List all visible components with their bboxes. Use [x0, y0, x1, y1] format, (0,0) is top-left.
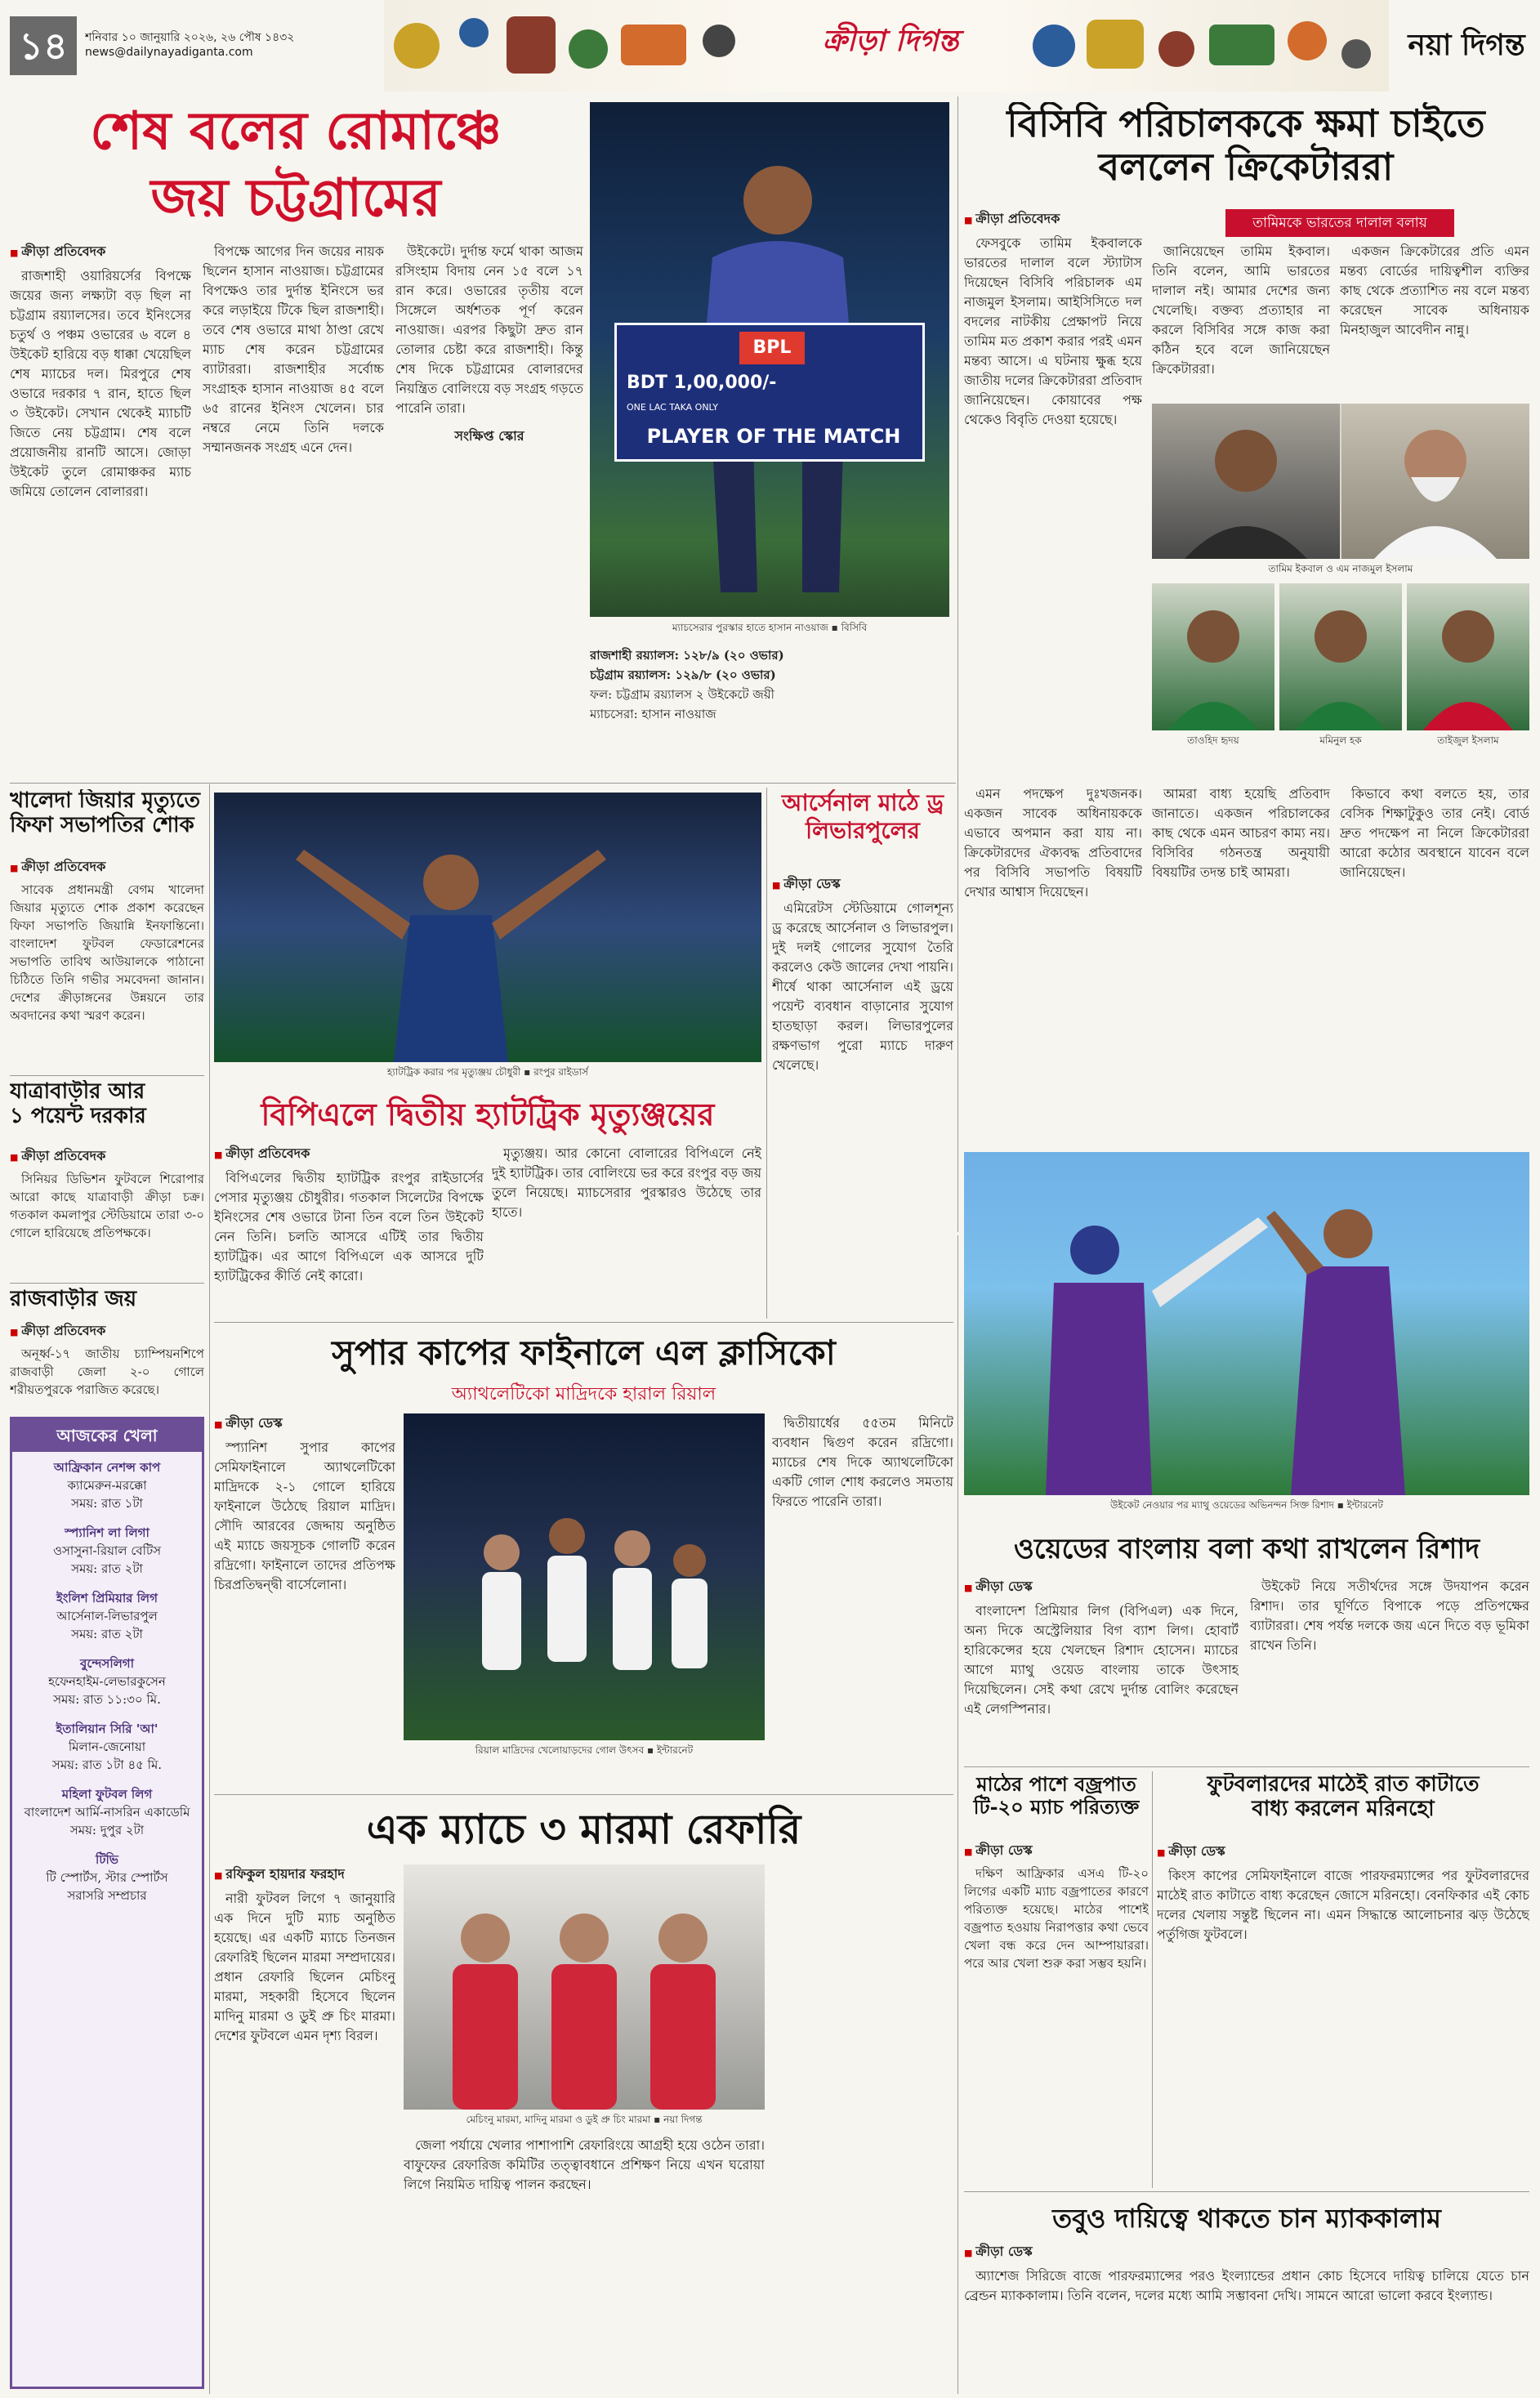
bcb-lower-text-1: এমন পদক্ষেপ দুঃখজনক। একজন সাবেক অধিনায়ককে এভাবে অপমান করা যায় না। ক্রিকেটারদের ঐক্যবদ্ধ প্রতিবাদের পর বিসিবি সভাপতি বিষয়টি দেখার আশ্বাস দিয়েছেন।: [964, 786, 1142, 900]
today-game-time: সময়: রাত ২টা: [71, 1627, 143, 1641]
khaleda-text: সাবেক প্রধানমন্ত্রী বেগম খালেদা জিয়ার মৃত্যুতে শোক প্রকাশ করেছেন ফিফা সভাপতি জিয়ান্নি ইনফান্তিনো। বাংলাদেশ ফুটবল ফেডারেশনের সভাপতি তাবিথ আউয়ালকে পাঠানো চিঠিতে তিনি গভীর সমবেদনা জানান। দেশের ক্রীড়াঙ্গনের উন্নয়নে তার অবদানের কথা স্মরণ করেন।: [10, 882, 204, 1023]
rajbari-text: অনূর্ধ্ব-১৭ জাতীয় চ্যাম্পিয়নশিপে রাজবাড়ী জেলা ২-০ গোলে শরীয়তপুরকে পরাজিত করেছে।: [10, 1346, 204, 1397]
hattrick-col-2: [492, 1144, 761, 1315]
lead-text-2: বিপক্ষে আগের দিন জয়ের নায়ক ছিলেন হাসান নাওয়াজ। চট্টগ্রামের বিপক্ষেও তার দুর্দান্ত ইনিংসে ভর করে লড়াইয়ে টিকে ছিল রাজশাহী। তবে শেষ ওভারে মাথা ঠাণ্ডা রেখে ম্যাচ শেষ করেন চট্টগ্রামের ব্যাটাররা। রাজশাহীর সর্বোচ্চ সংগ্রাহক হাসান নাওয়াজ ৪৫ বলে ৬৫ রানের ইনিংস খেলেন। চার নম্বরে নেমে তিনি দলকে সম্মানজনক সংগ্রহ এনে দেন।: [203, 243, 384, 455]
bcb-col-2: [1152, 242, 1330, 397]
lightning-headline-line-2: টি-২০ ম্যাচ পরিত্যক্ত: [973, 1794, 1140, 1819]
supercup-caption-text: রিয়াল মাদ্রিদের খেলোয়াড়দের গোল উৎসব: [475, 1744, 645, 1756]
byline: ■ রফিকুল হায়দার ফরহাদ: [214, 1864, 395, 1886]
board-title: PLAYER OF THE MATCH: [646, 425, 901, 448]
hattrick-caption-text: হ্যাটট্রিক করার পর মৃত্যুঞ্জয় চৌধুরী: [387, 1066, 521, 1078]
bcb-headline-line-1: বিসিবি পরিচালককে ক্ষমা চাইতে: [1007, 102, 1485, 145]
today-game-match: ওসাসুনা-রিয়াল বেটিস: [52, 1543, 162, 1558]
jatrabari-headline-line-1: যাত্রাবাড়ীর আর: [10, 1080, 145, 1104]
supercup-text-1: স্প্যানিশ সুপার কাপের সেমিফাইনালে অ্যাথলেটিকো মাদ্রিদকে ২-১ গোলে হারিয়ে ফাইনালে উঠেছে রিয়াল মাদ্রিদ। সৌদি আরবের জেদ্দায় অনুষ্ঠিত এই ম্যাচে জয়সূচক গোলটি করেন রদ্রিগো। ফাইনালে তাদের প্রতিপক্ষ চিরপ্রতিদ্বন্দ্বী বার্সেলোনা।: [214, 1440, 395, 1592]
referee-col-2: [404, 2136, 765, 2389]
rishad-col-1: [964, 1577, 1239, 1765]
today-game-competition: ইতালিয়ান সিরি 'আ': [56, 1721, 158, 1736]
today-games-box: [10, 1417, 204, 2389]
today-games-title: আজকের খেলা: [12, 1419, 202, 1452]
khaleda-headline-line-2: ফিফা সভাপতির শোক: [10, 812, 194, 837]
mourinho-headline-line-1: ফুটবলারদের মাঠেই রাত কাটাতে: [1207, 1773, 1480, 1797]
lead-photo: [590, 102, 949, 617]
today-game-match: হফেনহাইম-লেভারকুসেন: [48, 1674, 166, 1689]
lightning-headline: [964, 1773, 1149, 1838]
byline: ■ ক্রীড়া ডেস্ক: [772, 874, 953, 895]
byline: ■ ক্রীড়া ডেস্ক: [964, 2242, 1529, 2263]
referee-col-1: [214, 1864, 395, 2387]
bcb-lower-text-2: আমরা বাধ্য হয়েছি প্রতিবাদ জানাতে। একজন পরিচালকের কাছ থেকে এমন আচরণ কাম্য নয়। বিসিবির গঠনতন্ত্র অনুযায়ী বিষয়টির তদন্ত চাই আমরা।: [1152, 786, 1330, 880]
bcb-col-1: [964, 209, 1142, 781]
three-referees-icon: [404, 1864, 765, 2110]
referee-text-1: নারী ফুটবল লিগে ৭ জানুয়ারি এক দিনে দুটি ম্যাচ অনুষ্ঠিত হয়েছে। এর একটি ম্যাচে তিনজন রেফারিই ছিলেন মারমা সম্প্রদায়ের। প্রধান রেফারি ছিলেন মেচিংনু মারমা, সহকারী হিসেবে ছিলেন মাদিনু মারমা ও ডুই প্রু চিং মারমা। দেশের ফুটবলে এমন দৃশ্য বিরল।: [214, 1891, 395, 2043]
lead-caption-credit: বিসিবি: [841, 622, 868, 633]
lead-photo-caption: ম্যাচসেরার পুরস্কার হাতে হাসান নাওয়াজ ▪ বিসিবি: [672, 622, 868, 633]
hattrick-col-1: [214, 1144, 484, 1315]
today-game-competition: ইংলিশ প্রিমিয়ার লিগ: [56, 1591, 158, 1605]
supercup-photo: [404, 1413, 765, 1740]
bpl-logo: BPL: [739, 332, 805, 364]
rishad-photo: [964, 1152, 1529, 1495]
masthead-email[interactable]: news@dailynayadiganta.com: [85, 46, 253, 59]
bcb-photo-caption: তামিম ইকবাল ও এম নাজমুল ইসলাম: [1268, 563, 1413, 574]
byline: ■ ক্রীড়া প্রতিবেদক: [964, 209, 1142, 230]
byline: ■ ক্রীড়া প্রতিবেদক: [10, 242, 191, 263]
today-game-item: [20, 1720, 194, 1774]
score-chattogram: চট্টগ্রাম রয়্যালস: ১২৯/৮ (২০ ওভার): [590, 668, 776, 682]
hattrick-caption: হ্যাটট্রিক করার পর মৃত্যুঞ্জয় চৌধুরী ▪ রংপুর রাইডার্স: [387, 1066, 588, 1078]
today-games-list: [12, 1452, 202, 1922]
byline: ■ ক্রীড়া ডেস্ক: [964, 1577, 1239, 1598]
byline: ■ ক্রীড়া প্রতিবেদক: [10, 1147, 204, 1167]
rajbari-headline: রাজবাড়ীর জয়: [10, 1288, 137, 1311]
today-game-item: [20, 1458, 194, 1512]
today-game-match: আর্সেনাল-লিভারপুল: [56, 1609, 158, 1623]
arsenal-headline-line-1: আর্সেনাল মাঠে ড্র: [781, 789, 944, 816]
today-game-match: মিলান-জেনোয়া: [68, 1739, 146, 1754]
mourinho-body: [1157, 1842, 1529, 2185]
referee-text-2: জেলা পর্যায়ে খেলার পাশাপাশি রেফারিংয়ে আগ্রহী হয়ে ওঠেন তারা। বাফুফের রেফারিজ কমিটির তত্ত্বাবধানে প্রশিক্ষণ নিয়ে এখন ঘরোয়া লিগে নিয়মিত দায়িত্ব পালন করছেন।: [404, 2137, 765, 2192]
score-motm: ম্যাচসেরা: হাসান নাওয়াজ: [590, 707, 716, 721]
mccullum-headline: তবুও দায়িত্বে থাকতে চান ম্যাককালাম: [1052, 2203, 1441, 2234]
today-game-competition: মহিলা ফুটবল লিগ: [61, 1787, 153, 1802]
rishad-col-2: [1250, 1577, 1529, 1765]
today-game-competition: টিভি: [96, 1852, 118, 1867]
mccullum-text: অ্যাশেজ সিরিজে বাজে পারফরম্যান্সের পরও ইংল্যান্ডের প্রধান কোচ হিসেবে দায়িত্ব চালিয়ে যেতে চান ব্রেন্ডন ম্যাককালাম। তিনি বলেন, দলের মধ্যে আমি সম্ভাবনা দেখি। সামনে আরো ভালো করবে ইংল্যান্ড।: [964, 2268, 1529, 2303]
bcb-tag: তামিমকে ভারতের দালাল বলায়: [1225, 209, 1454, 237]
rishad-caption: উইকেট নেওয়ার পর ম্যাথু ওয়েডের অভিনন্দন সিক্ত রিশাদ ▪ ইন্টারনেট: [1110, 1499, 1383, 1511]
player-name-2: মমিনুল হক: [1319, 735, 1362, 746]
today-game-match: ক্যামেরুন-মরক্কো: [67, 1478, 147, 1493]
today-game-time: সময়: দুপুর ২টা: [69, 1823, 145, 1838]
referee-headline: এক ম্যাচে ৩ মারমা রেফারি: [366, 1805, 801, 1853]
hattrick-caption-credit: রংপুর রাইডার্স: [533, 1066, 588, 1078]
bcb-lower-2: [1152, 784, 1330, 1144]
byline: ■ ক্রীড়া ডেস্ক: [214, 1413, 395, 1435]
khaleda-headline: [10, 789, 204, 855]
lightning-text: দক্ষিণ আফ্রিকার এসএ টি-২০ লিগের একটি ম্যাচ বজ্রপাতের কারণে পরিত্যক্ত হয়েছে। মাঠের পাশেই বজ্রপাত হওয়ায় নিরাপত্তার কথা ভেবে খেলা বন্ধ করে দেন আম্পায়াররা। পরে আর খেলা শুরু করা সম্ভব হয়নি।: [964, 1866, 1149, 1971]
celebrating-cricketers-icon: [964, 1152, 1529, 1495]
board-words: ONE LAC TAKA ONLY: [627, 402, 718, 413]
bcb-text-1: ফেসবুকে তামিম ইকবালকে ভারতের দালাল বলে স্ট্যাটাস দিয়েছেন বিসিবি পরিচালক এম নাজমুল ইসলাম। আইসিসিতে দল বদলের নাটকীয় প্রেক্ষাপট নিয়ে তামিম মত প্রকাশ করার পরই এমন মন্তব্য আসে। এ ঘটনায় ক্ষুব্ধ হয়ে জাতীয় দলের ক্রিকেটাররা প্রতিবাদ জানিয়েছেন। কোয়াবের পক্ষ থেকেও বিবৃতি দেওয়া হয়েছে।: [964, 235, 1142, 427]
jatrabari-text: সিনিয়র ডিভিশন ফুটবলে শিরোপার আরো কাছে যাত্রাবাড়ী ক্রীড়া চক্র। গতকাল কমলাপুর স্টেডিয়ামে তারা ৩-০ গোলে হারিয়েছে প্রতিপক্ষকে।: [10, 1172, 204, 1240]
khaleda-headline-line-1: খালেদা জিয়ার মৃত্যুতে: [10, 789, 201, 813]
bcb-headline-line-2: বললেন ক্রিকেটাররা: [1098, 144, 1394, 189]
byline: ■ ক্রীড়া ডেস্ক: [1157, 1842, 1529, 1863]
today-game-item: [20, 1654, 194, 1708]
page-number: ১৪: [10, 16, 77, 75]
today-game-competition: আফ্রিকান নেশন্স কাপ: [53, 1460, 161, 1475]
mourinho-headline: [1157, 1773, 1529, 1838]
arsenal-headline-line-2: লিভারপুলের: [806, 816, 920, 844]
hattrick-text-2: মৃত্যুঞ্জয়। আর কোনো বোলারের বিপিএলে নেই দুই হ্যাটট্রিক। তার বোলিংয়ে ভর করে রংপুর বড় জয় তুলে নিয়েছে। ম্যাচসেরার পুরস্কারও উঠেছে তার হাতে।: [492, 1145, 761, 1220]
jatrabari-headline: [10, 1080, 204, 1145]
lead-col-3: [395, 242, 583, 773]
player-photo-2: [1279, 583, 1402, 730]
lead-headline-line-2: জয় চট্টগ্রামের: [150, 167, 441, 229]
jatrabari-body: [10, 1147, 204, 1278]
bcb-text-2: জানিয়েছেন তামিম ইকবাল। তিনি বলেন, আমি ভারতের দালাল নই। আমার দেশের জন্য খেলেছি। বক্তব্য প্রত্যাহার না করলে বিসিবির সঙ্গে কাজ করা কঠিন হবে বলে জানিয়েছেন ক্রিকেটাররা।: [1152, 243, 1330, 377]
bcb-lower-1: [964, 784, 1142, 1144]
rishad-text-2: উইকেট নিয়ে সতীর্থদের সঙ্গে উদযাপন করেন রিশাদ। তার ঘূর্ণিতে বিপাকে পড়ে প্রতিপক্ষের ব্যাটাররা। শেষ পর্যন্ত দলকে জয় এনে দিতে বড় ভূমিকা রাখেন তিনি।: [1250, 1579, 1529, 1653]
score-rajshahi: রাজশাহী রয়্যালস: ১২৮/৯ (২০ ওভার): [590, 648, 784, 663]
today-game-item: [20, 1589, 194, 1643]
khaleda-body: [10, 858, 204, 1070]
bcb-col-3: [1340, 242, 1529, 397]
rajbari-body: [10, 1322, 204, 1412]
lead-headline-line-1: শেষ বলের রোমাঞ্চে: [90, 100, 502, 162]
player-photo-3: [1407, 583, 1529, 730]
award-board: [614, 323, 925, 462]
player-name-1: তাওহিদ হৃদয়: [1187, 735, 1239, 746]
bcb-lower-3: [1340, 784, 1529, 1144]
referee-caption-credit: নয়া দিগন্ত: [663, 2114, 703, 2125]
supercup-col-1: [214, 1413, 395, 1789]
lead-headline: [10, 98, 582, 237]
section-title: ক্রীড়া দিগন্ত: [822, 24, 959, 58]
rishad-headline: ওয়েডের বাংলায় বলা কথা রাখলেন রিশাদ: [1013, 1533, 1480, 1565]
bcb-player-photos: [1152, 583, 1529, 755]
player-name-3: তাইজুল ইসলাম: [1437, 735, 1499, 746]
byline: ■ ক্রীড়া প্রতিবেদক: [214, 1144, 484, 1165]
supercup-caption: রিয়াল মাদ্রিদের খেলোয়াড়দের গোল উৎসব ▪ ইন্টারনেট: [475, 1744, 694, 1756]
byline: ■ ক্রীড়া ডেস্ক: [964, 1842, 1149, 1861]
supercup-text-2: দ্বিতীয়ার্ধের ৫৫তম মিনিটে ব্যবধান দ্বিগুণ করেন রদ্রিগো। ম্যাচের শেষ দিকে অ্যাথলেটিকো একটি গোল শোধ করলেও সমতায় ফিরতে পারেনি তারা।: [772, 1415, 953, 1509]
bcb-photo-pair: [1152, 404, 1529, 559]
hattrick-headline: বিপিএলে দ্বিতীয় হ্যাটট্রিক মৃত্যুঞ্জয়ের: [261, 1096, 715, 1132]
arsenal-body: [772, 874, 953, 1315]
byline: ■ ক্রীড়া প্রতিবেদক: [10, 858, 204, 877]
supercup-caption-credit: ইন্টারনেট: [656, 1744, 694, 1756]
rishad-caption-text: উইকেট নেওয়ার পর ম্যাথু ওয়েডের অভিনন্দন সিক্ত রিশাদ: [1110, 1499, 1334, 1511]
masthead: [0, 0, 1540, 92]
referee-caption: মেচিংনু মারমা, মাদিনু মারমা ও ডুই প্রু চিং মারমা ▪ নয়া দিগন্ত: [466, 2114, 703, 2125]
lead-text-3: উইকেটে। দুর্দান্ত ফর্মে থাকা আজম রসিংহাম বিদায় নেন ১৫ বলে ১৭ রান করে। ওভারের তৃতীয় বলে সিঙ্গেলে অর্ধশতক পূর্ণ করেন নাওয়াজ। এরপর কিছুটা দ্রুত রান তোলার চেষ্টা করে রাজশাহী। কিন্তু শেষ দিকে চট্টগ্রামের বোলারদের নিয়ন্ত্রিত বোলিংয়ে বড় সংগ্রহ গড়তে পারেনি তারা।: [395, 243, 583, 416]
hattrick-text-1: বিপিএলের দ্বিতীয় হ্যাটট্রিক রংপুর রাইডার্সের পেসার মৃত্যুঞ্জয় চৌধুরীর। গতকাল সিলেটের বিপক্ষে ইনিংসের শেষ ওভারে টানা তিন বলে তিন উইকেট নেন তিনি। চলতি আসরে এটিই তার দ্বিতীয় হ্যাটট্রিক। এর আগে বিপিএলে এক আসরে দুটি হ্যাটট্রিকের কীর্তি নেই কারো।: [214, 1170, 484, 1284]
score-result: ফল: চট্টগ্রাম রয়্যালস ২ উইকেটে জয়ী: [590, 687, 774, 702]
supercup-sub: অ্যাথলেটিকো মাদ্রিদকে হারাল রিয়াল: [451, 1384, 716, 1404]
team-celebration-icon: [404, 1413, 765, 1740]
tamim-photo: [1152, 404, 1340, 559]
today-game-time: সময়: রাত ২টা: [71, 1561, 143, 1576]
rishad-text-1: বাংলাদেশ প্রিমিয়ার লিগ (বিপিএল) এক দিনে, অন্য দিকে অস্ট্রেলিয়ার বিগ ব্যাশ লিগ। হোবার্ট হারিকেন্সের হয়ে খেলছেন রিশাদ হোসেন। ম্যাচের আগে ম্যাথু ওয়েড বাংলায় তাকে উৎসাহ দিয়েছিলেন। সেই কথা রেখে দুর্দান্ত বোলিং করেছেন এই লেগস্পিনার।: [964, 1603, 1239, 1717]
today-game-competition: স্প্যানিশ লা লিগা: [65, 1525, 150, 1540]
arsenal-text: এমিরেটস স্টেডিয়ামে গোলশূন্য ড্র করেছে আর্সেনাল ও লিভারপুল। দুই দলই গোলের সুযোগ তৈরি করলেও কেউ জালের দেখা পায়নি। শীর্ষে থাকা আর্সেনাল এই ড্রয়ে পয়েন্ট ব্যবধান বাড়ানোর সুযোগ হাতছাড়া করল। লিভারপুলের রক্ষণভাগ পুরো ম্যাচে দারুণ খেলেছে।: [772, 900, 953, 1073]
player-photo-1: [1152, 583, 1274, 730]
lightning-body: [964, 1842, 1149, 2185]
bcb-lower-text-3: কিভাবে কথা বলতে হয়, তার বেসিক শিক্ষাটুকুও তার নেই। বোর্ড দ্রুত পদক্ষেপ না নিলে ক্রিকেটাররা আরো কঠোর অবস্থানে যাবেন বলে জানিয়েছেন।: [1340, 786, 1529, 880]
masthead-date: শনিবার ১০ জানুয়ারি ২০২৬, ২৬ পৌষ ১৪৩২: [85, 31, 295, 44]
paper-logo: নয়া দিগন্ত: [1408, 29, 1525, 62]
today-game-time: সরাসরি সম্প্রচার: [67, 1888, 147, 1903]
nazmul-photo: [1341, 404, 1529, 559]
jatrabari-headline-line-2: ১ পয়েন্ট দরকার: [10, 1103, 146, 1128]
mourinho-text: কিংস কাপের সেমিফাইনালে বাজে পারফরম্যান্সের পর ফুটবলারদের মাঠেই রাত কাটাতে বাধ্য করেছেন জোসে মরিনহো। বেনফিকার এই কোচ দলের খেলায় সন্তুষ্ট ছিলেন না। এমন সিদ্ধান্তে আলোচনার ঝড় উঠেছে পর্তুগিজ ফুটবলে।: [1157, 1868, 1529, 1942]
lead-text-1: রাজশাহী ওয়ারিয়র্সের বিপক্ষে জয়ের জন্য লক্ষ্যটা বড় ছিল না চট্টগ্রাম রয়্যালসের। তবে ইনিংসের চতুর্থ ও পঞ্চম ওভারের ৬ বলে ৪ উইকেট হারিয়ে বড় ধাক্কা খেয়েছিল শেষ ম্যাচের দল। মিরপুরে শেষ ওভারে দরকার ৭ রান, হাতে ছিল ৩ উইকেট। সেখান থেকেই ম্যাচটি জিতে নেয় চট্টগ্রাম। শেষ বলে প্রয়োজনীয় রানটি আসে। জোড়া উইকেট তুলে রোমাঞ্চকর ম্যাচ জমিয়ে তোলেন বোলাররা।: [10, 268, 191, 499]
arsenal-headline: [772, 789, 953, 871]
today-game-time: সময়: রাত ১টা ৪৫ মি.: [51, 1757, 163, 1772]
rishad-caption-credit: ইন্টারনেট: [1346, 1499, 1383, 1511]
today-game-match: বাংলাদেশ আর্মি-নাসরিন একাডেমি: [24, 1805, 190, 1820]
today-game-competition: বুন্দেসলিগা: [80, 1656, 134, 1671]
today-game-match: টি স্পোর্টস, স্টার স্পোর্টস: [46, 1870, 168, 1885]
mccullum-body: [964, 2242, 1529, 2389]
hattrick-photo: [214, 793, 761, 1062]
today-game-item: [20, 1524, 194, 1578]
celebrating-player-icon: [214, 793, 761, 1062]
byline: ■ ক্রীড়া প্রতিবেদক: [10, 1322, 204, 1342]
today-game-time: সময়: রাত ১টা: [71, 1496, 143, 1511]
lead-caption-text: ম্যাচসেরার পুরস্কার হাতে হাসান নাওয়াজ: [672, 622, 828, 633]
today-game-item: [20, 1851, 194, 1905]
masthead-banner: [384, 0, 1389, 92]
lead-scorecard: [590, 645, 949, 776]
bcb-text-3: একজন ক্রিকেটারের প্রতি এমন মন্তব্য বোর্ডের দায়িত্বশীল ব্যক্তির কাছ থেকে প্রত্যাশিত নয় বলে মন্তব্য করেছেন সাবেক অধিনায়ক মিনহাজুল আবেদীন নান্নু।: [1340, 243, 1529, 337]
lightning-headline-line-1: মাঠের পাশে বজ্রপাত: [976, 1773, 1136, 1796]
mourinho-headline-line-2: বাধ্য করলেন মরিনহো: [1252, 1796, 1435, 1821]
board-amount: BDT 1,00,000/-: [627, 373, 777, 393]
lead-col-2: [203, 242, 384, 773]
bcb-headline: [964, 102, 1528, 200]
supercup-col-3: [772, 1413, 953, 1789]
today-game-item: [20, 1785, 194, 1839]
referee-caption-text: মেচিংনু মারমা, মাদিনু মারমা ও ডুই প্রু চিং মারমা: [466, 2114, 651, 2125]
today-game-time: সময়: রাত ১১:৩০ মি.: [53, 1692, 161, 1707]
scorecard-title: সংক্ষিপ্ত স্কোর: [454, 428, 524, 444]
referee-photo: [404, 1864, 765, 2110]
lead-col-1: [10, 242, 191, 773]
supercup-headline: সুপার কাপের ফাইনালে এল ক্লাসিকো: [332, 1333, 836, 1373]
